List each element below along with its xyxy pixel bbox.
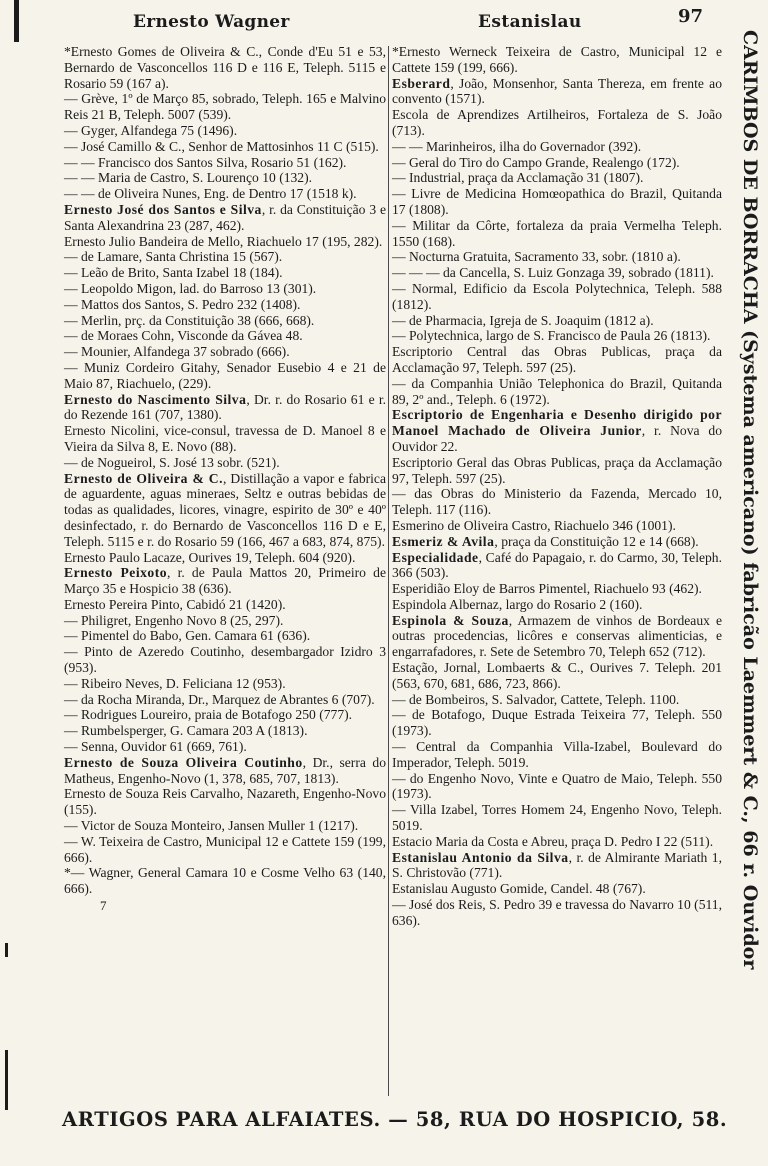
directory-entry: — — — da Cancella, S. Luiz Gonzaga 39, sobrado (1811).: [392, 265, 714, 281]
directory-entry: — Pimentel do Babo, Gen. Camara 61 (636).: [64, 628, 311, 644]
entry-name: Estanislau Antonio da Silva: [392, 849, 569, 865]
directory-entry: Ernesto Julio Bandeira de Mello, Riachuelo 17 (195, 282).: [64, 233, 383, 249]
running-head-center: Estanislau: [478, 12, 582, 32]
directory-entry: Esberard, João, Monsenhor, Santa Thereza, em frente ao convento (1571).: [392, 75, 722, 107]
directory-entry: — das Obras do Ministerio da Fazenda, Mercado 10, Teleph. 117 (116).: [392, 486, 722, 518]
entry-name: Ernesto Peixoto: [64, 565, 168, 581]
directory-entry: — Ribeiro Neves, D. Feliciana 12 (953).: [64, 675, 286, 691]
directory-entry: — de Pharmacia, Igreja de S. Joaquim (1812 a).: [392, 312, 654, 328]
directory-entry: Especialidade, Café do Papagaio, r. do Carmo, 30, Teleph. 366 (503).: [392, 549, 722, 581]
directory-entry: Esmeriz & Avila, praça da Constituição 12 e 14 (668).: [392, 533, 699, 549]
entry-name: Ernesto José dos Santos e Silva: [64, 201, 262, 217]
directory-entry: *Ernesto Gomes de Oliveira & C., Conde d'Eu 51 e 53, Bernardo de Vasconcellos 116 D e 116 E, Teleph. 5115 e Rosario 59 (167 a).: [64, 44, 386, 91]
directory-entry: — — de Oliveira Nunes, Eng. de Dentro 17 (1518 k).: [64, 186, 357, 202]
directory-entry: — José dos Reis, S. Pedro 39 e travessa do Navarro 10 (511, 636).: [392, 897, 722, 928]
entry-name: Escriptorio de Engenharia e Desenho dirigido por Manoel Machado de Oliveira Junior: [392, 407, 722, 439]
directory-entry: — Muniz Cordeiro Gitahy, Senador Eusebio 4 e 21 de Maio 87, Riachuelo, (229).: [64, 359, 386, 391]
entry-name: Ernesto de Souza Oliveira Coutinho: [64, 754, 303, 770]
directory-entry: Escriptorio Geral das Obras Publicas, praça da Acclamação 97, Teleph. 597 (25).: [392, 454, 722, 486]
directory-entry: Estanislau Antonio da Silva, r. de Almirante Mariath 1, S. Christovão (771).: [392, 849, 722, 881]
directory-entry: Espinola & Souza, Armazem de vinhos de Bordeaux e outras procedencias, licôres e conservas alimenticias, e engarrafadores, r. Sete de Setembro 70, Teleph 652 (712).: [392, 612, 722, 660]
directory-entry: — Philigret, Engenho Novo 8 (25, 297).: [64, 612, 284, 628]
directory-entry: Estacio Maria da Costa e Abreu, praça D. Pedro I 22 (511).: [392, 833, 714, 849]
directory-entry: — Senna, Ouvidor 61 (669, 761).: [64, 739, 247, 755]
directory-entry: Ernesto de Oliveira & C., Distillação a vapor e fabrica de aguardente, aguas mineraes, Seltz e outras bebidas de todas as qualidades, licores, vinagre, espirito de 30º e 40º desinfectado, r. do Bernardo de Vasconcellos 116 D e E, Teleph. 5115 e r. do Rosario 59 (166, 467 a 683, 874, 875).: [64, 470, 386, 549]
directory-entry: — Merlin, prç. da Constituição 38 (666, 668).: [64, 312, 315, 328]
directory-entry: Estanislau Augusto Gomide, Candel. 48 (767).: [392, 881, 646, 897]
directory-entry: — — Marinheiros, ilha do Governador (392).: [392, 138, 642, 154]
directory-entry: — Nocturna Gratuita, Sacramento 33, sobr. (1810 a).: [392, 249, 681, 265]
directory-entry: — da Companhia União Telephonica do Brazil, Quitanda 89, 2º and., Teleph. 6 (1972).: [392, 375, 722, 407]
left-margin-mark: [5, 1050, 8, 1110]
directory-entry: — Victor de Souza Monteiro, Jansen Muller 1 (1217).: [64, 818, 359, 834]
entry-name: Ernesto do Nascimento Silva: [64, 391, 247, 407]
entry-name: Ernesto de Oliveira & C.: [64, 470, 223, 486]
entry-name: Especialidade: [392, 549, 479, 565]
directory-entry: Ernesto Nicolini, vice-consul, travessa de D. Manoel 8 e Vieira da Silva 8, E. Novo (88).: [64, 423, 386, 454]
directory-entry: — Industrial, praça da Acclamação 31 (1807).: [392, 170, 644, 186]
directory-entry: Esperidião Eloy de Barros Pimentel, Riachuelo 93 (462).: [392, 581, 702, 597]
directory-entry: — da Rocha Miranda, Dr., Marquez de Abrantes 6 (707).: [64, 691, 375, 707]
directory-entry: — Villa Izabel, Torres Homem 24, Engenho Novo, Teleph. 5019.: [392, 802, 722, 834]
directory-entry: — Militar da Côrte, fortaleza da praia Vermelha Teleph. 1550 (168).: [392, 217, 722, 249]
directory-entry: — Mattos dos Santos, S. Pedro 232 (1408).: [64, 296, 301, 312]
directory-entry: Esmerino de Oliveira Castro, Riachuelo 346 (1001).: [392, 517, 676, 533]
directory-entry: — Leão de Brito, Santa Izabel 18 (184).: [64, 265, 283, 281]
directory-entry: — de Botafogo, Duque Estrada Teixeira 77, Teleph. 550 (1973).: [392, 707, 722, 739]
directory-entry: — Normal, Edificio da Escola Polytechnica, Teleph. 588 (1812).: [392, 280, 722, 312]
directory-entry: — Rumbelsperger, G. Camara 203 A (1813).: [64, 723, 308, 739]
directory-entry: Escriptorio de Engenharia e Desenho dirigido por Manoel Machado de Oliveira Junior, r. Nova do Ouvidor 22.: [392, 407, 722, 454]
left-column: [64, 44, 386, 914]
side-advertisement-text: CARIMBOS DE BORRACHA (Systema americano) fabricão Laemmert & C., 66 r. Ouvidor: [739, 30, 761, 970]
directory-entry: — Mounier, Alfandega 37 sobrado (666).: [64, 344, 290, 360]
directory-entry: — — Francisco dos Santos Silva, Rosario 51 (162).: [64, 154, 347, 170]
directory-entry: — de Nogueirol, S. José 13 sobr. (521).: [64, 454, 280, 470]
running-head-left: Ernesto Wagner: [133, 12, 290, 32]
directory-entry: Ernesto José dos Santos e Silva, r. da Constituição 3 e Santa Alexandrina 23 (287, 462).: [64, 201, 386, 233]
side-advertisement: [728, 30, 768, 1088]
directory-entry: Escola de Aprendizes Artilheiros, Fortaleza de S. João (713).: [392, 107, 722, 138]
directory-entry: — W. Teixeira de Castro, Municipal 12 e Cattete 159 (199, 666).: [64, 833, 386, 865]
directory-entry: — Geral do Tiro do Campo Grande, Realengo (172).: [392, 154, 680, 170]
directory-entry: — Grève, 1º de Março 85, sobrado, Teleph. 165 e Malvino Reis 21 B, Teleph. 5007 (539).: [64, 91, 386, 123]
directory-entry: — Gyger, Alfandega 75 (1496).: [64, 122, 238, 138]
directory-entry: — Leopoldo Migon, lad. do Barroso 13 (301).: [64, 280, 317, 296]
entry-name: Espinola & Souza: [392, 612, 509, 628]
directory-entry: Ernesto Peixoto, r. de Paula Mattos 20, Primeiro de Março 35 e Hospicio 38 (636).: [64, 565, 386, 597]
directory-entry: Ernesto de Souza Oliveira Coutinho, Dr., serra do Matheus, Engenho-Novo (1, 378, 685, 707, 1813).: [64, 754, 387, 786]
entry-name: Esberard: [392, 75, 451, 91]
directory-entry: Espindola Albernaz, largo do Rosario 2 (160).: [392, 596, 643, 612]
directory-entry: — Polytechnica, largo de S. Francisco de Paula 26 (1813).: [392, 328, 711, 344]
directory-entry: Estação, Jornal, Lombaerts & C., Ourives 7. Teleph. 201 (563, 670, 681, 686, 723, 866).: [392, 660, 722, 691]
right-column: [392, 44, 722, 929]
directory-entry: *— Wagner, General Camara 10 e Cosme Velho 63 (140, 666).: [64, 865, 386, 897]
footer-advertisement: ARTIGOS PARA ALFAIATES. — 58, RUA DO HOSPICIO, 58.: [62, 1108, 728, 1131]
directory-entry: — — Maria de Castro, S. Lourenço 10 (132).: [64, 170, 313, 186]
column-number: 7: [100, 898, 107, 914]
directory-entry: *Ernesto Werneck Teixeira de Castro, Municipal 12 e Cattete 159 (199, 666).: [392, 44, 722, 75]
page-number: 97: [678, 6, 704, 27]
left-margin-mark: [5, 943, 8, 957]
directory-entry: Ernesto de Souza Reis Carvalho, Nazareth, Engenho-Novo (155).: [64, 786, 386, 818]
directory-entry: — Pinto de Azeredo Coutinho, desembargador Izidro 3 (953).: [64, 644, 386, 676]
directory-entry: — Rodrigues Loureiro, praia de Botafogo 250 (777).: [64, 707, 353, 723]
directory-entry: — José Camillo & C., Senhor de Mattosinhos 11 C (515).: [64, 138, 379, 154]
directory-entry: Ernesto do Nascimento Silva, Dr. r. do Rosario 61 e r. do Rezende 161 (707, 1380).: [64, 391, 386, 423]
directory-entry: Ernesto Paulo Lacaze, Ourives 19, Teleph. 604 (920).: [64, 549, 356, 565]
entry-name: Esmeriz & Avila: [392, 533, 495, 549]
directory-entry: Escriptorio Central das Obras Publicas, praça da Acclamação 97, Teleph. 597 (25).: [392, 344, 722, 375]
column-divider: [388, 46, 389, 1096]
directory-entry: — Central da Companhia Villa-Izabel, Boulevard do Imperador, Teleph. 5019.: [392, 739, 722, 770]
directory-entry: — de Lamare, Santa Christina 15 (567).: [64, 249, 283, 265]
directory-entry: — Livre de Medicina Homœopathica do Brazil, Quitanda 17 (1808).: [392, 186, 722, 217]
page-header: [0, 0, 768, 40]
directory-entry: — de Bombeiros, S. Salvador, Cattete, Teleph. 1100.: [392, 691, 680, 707]
directory-entry: Ernesto Pereira Pinto, Cabidó 21 (1420).: [64, 596, 286, 612]
directory-entry: — do Engenho Novo, Vinte e Quatro de Maio, Teleph. 550 (1973).: [392, 770, 722, 802]
directory-entry: — de Moraes Cohn, Visconde da Gávea 48.: [64, 328, 303, 344]
